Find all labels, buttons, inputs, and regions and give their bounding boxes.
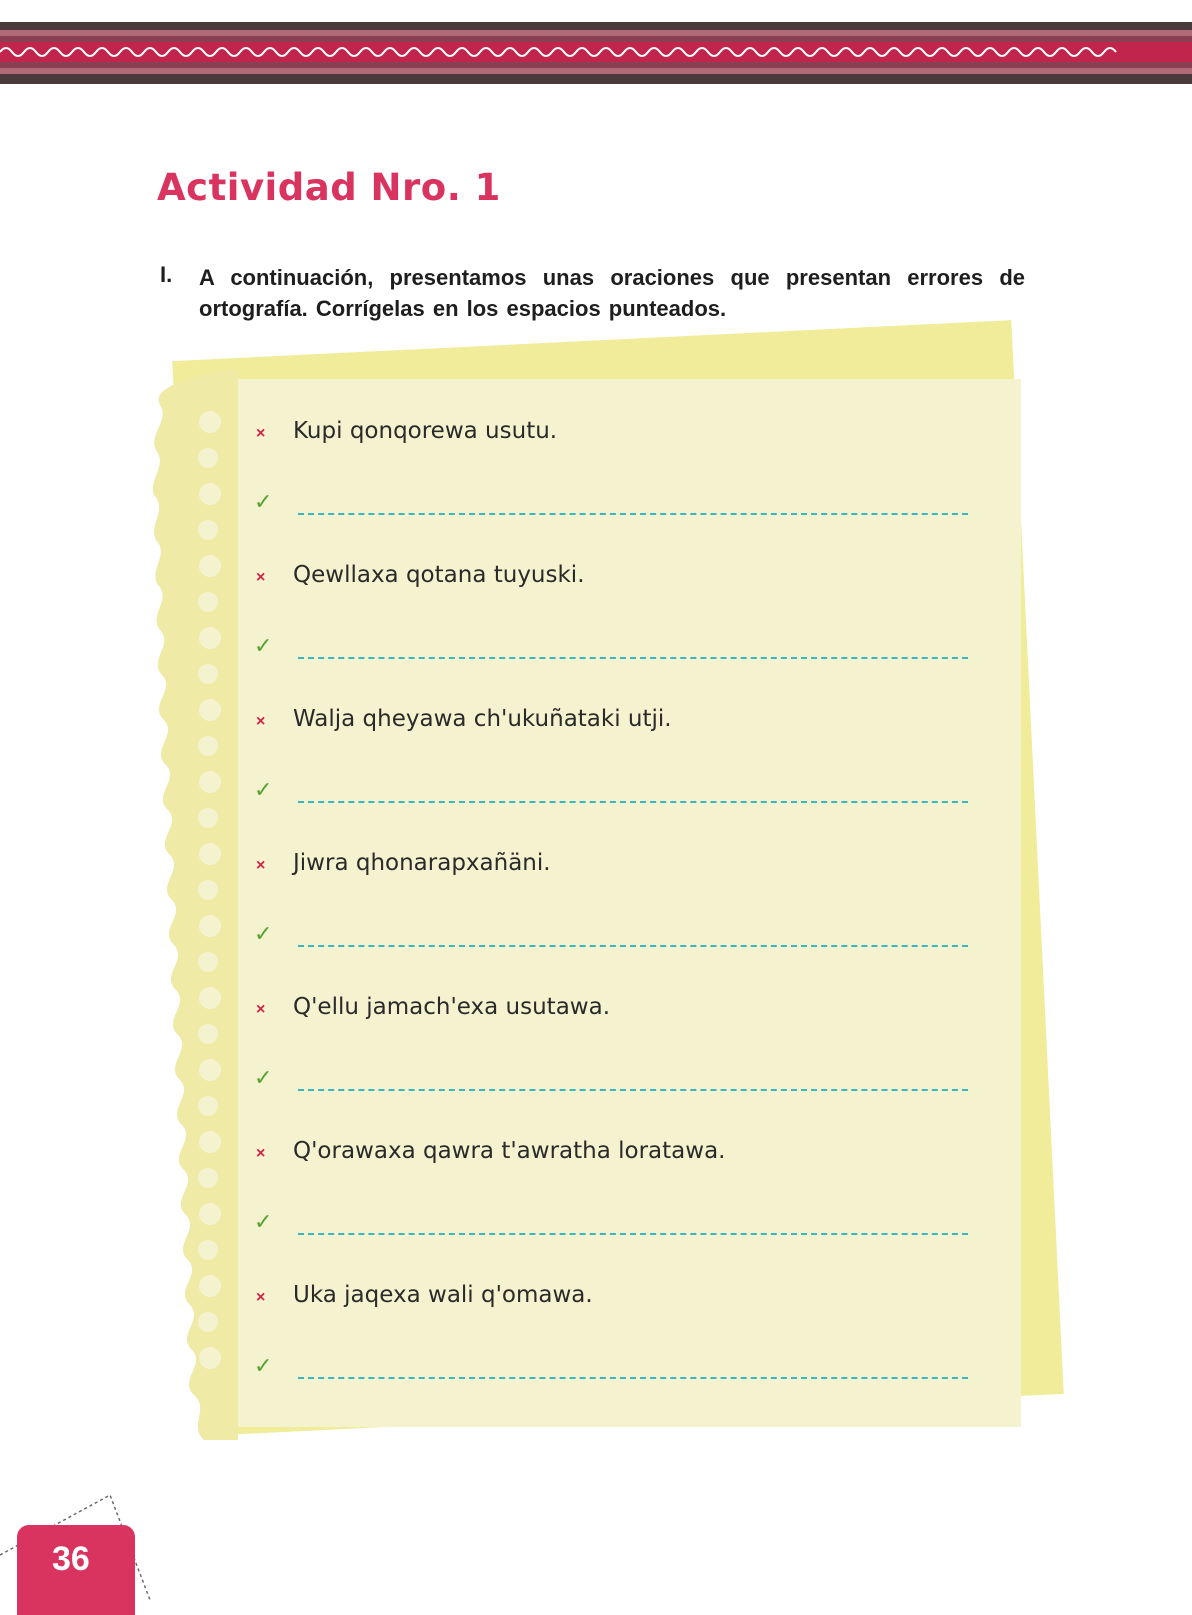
answer-line-4[interactable] <box>298 945 968 947</box>
incorrect-sentence-6: Q'orawaxa qawra t'awratha loratawa. <box>293 1138 726 1164</box>
paper-front-sheet <box>224 379 1021 1427</box>
checkmark-icon: ✓ <box>254 1353 273 1378</box>
checkmark-icon: ✓ <box>254 777 273 802</box>
answer-line-1[interactable] <box>298 513 968 515</box>
activity-title: Actividad Nro. 1 <box>157 166 501 209</box>
checkmark-icon: ✓ <box>254 489 273 514</box>
wrong-mark-icon: × <box>256 1145 266 1162</box>
checkmark-icon: ✓ <box>254 921 273 946</box>
wrong-mark-icon: × <box>256 1289 266 1306</box>
decorative-top-border <box>0 22 1192 84</box>
wrong-mark-icon: × <box>256 425 266 442</box>
wrong-mark-icon: × <box>256 713 266 730</box>
answer-line-3[interactable] <box>298 801 968 803</box>
incorrect-sentence-5: Q'ellu jamach'exa usutawa. <box>293 994 611 1020</box>
wrong-mark-icon: × <box>256 857 266 874</box>
incorrect-sentence-3: Walja qheyawa ch'ukuñataki utji. <box>293 706 672 732</box>
incorrect-sentence-4: Jiwra qhonarapxañäni. <box>293 850 551 876</box>
answer-line-7[interactable] <box>298 1377 968 1379</box>
incorrect-sentence-2: Qewllaxa qotana tuyuski. <box>293 562 585 588</box>
answer-line-6[interactable] <box>298 1233 968 1235</box>
incorrect-sentence-7: Uka jaqexa wali q'omawa. <box>293 1282 593 1308</box>
wrong-mark-icon: × <box>256 569 266 586</box>
checkmark-icon: ✓ <box>254 633 273 658</box>
wrong-mark-icon: × <box>256 1001 266 1018</box>
page-number: 36 <box>52 1540 90 1578</box>
checkmark-icon: ✓ <box>254 1065 273 1090</box>
answer-line-5[interactable] <box>298 1089 968 1091</box>
instruction-text: A continuación, presentamos unas oraciones que presentan errores de ortografía. Corrígelas en los espacios punteados. <box>199 265 1025 321</box>
instruction-number: I. <box>160 262 173 287</box>
incorrect-sentence-1: Kupi qonqorewa usutu. <box>293 418 558 444</box>
torn-paper-edge <box>148 370 238 1440</box>
answer-line-2[interactable] <box>298 657 968 659</box>
checkmark-icon: ✓ <box>254 1209 273 1234</box>
